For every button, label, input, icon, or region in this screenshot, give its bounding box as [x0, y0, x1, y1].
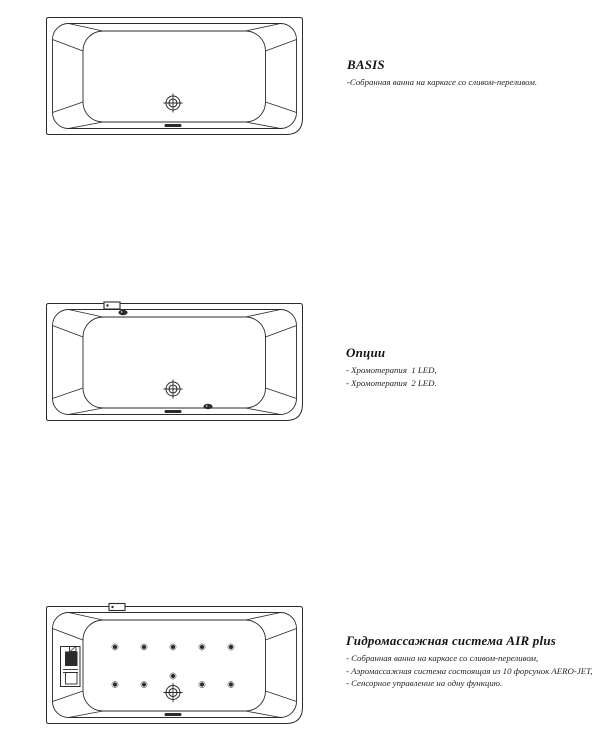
info-block-options	[346, 345, 606, 389]
aero-jet	[142, 682, 146, 686]
corner-slope-line	[69, 613, 104, 621]
aero-jet	[113, 682, 117, 686]
corner-slope-line	[69, 711, 104, 718]
info-block-basis	[347, 57, 607, 89]
aero-jet	[200, 645, 204, 649]
aero-jet	[171, 674, 175, 678]
aero-jet	[200, 682, 204, 686]
aero-jet	[229, 682, 233, 686]
bathtub-top-view	[38, 11, 308, 137]
corner-slope-line	[266, 326, 297, 338]
section-title: Опции	[346, 345, 386, 360]
tub-rim	[53, 613, 297, 718]
blower-motor	[65, 652, 78, 667]
led-highlight	[206, 405, 207, 406]
overflow-slot	[165, 713, 182, 716]
corner-slope-line	[69, 24, 104, 32]
corner-slope-line	[246, 122, 281, 129]
corner-slope-line	[53, 629, 84, 641]
blower-base	[66, 673, 78, 685]
corner-slope-line	[53, 102, 84, 113]
tub-outer-edge	[47, 304, 303, 421]
overflow-slot	[165, 124, 182, 127]
info-block-air-plus	[346, 633, 606, 690]
feature-line: - Хромотерапия 1 LED,	[346, 365, 437, 375]
led-highlight	[121, 311, 122, 312]
corner-slope-line	[246, 310, 281, 318]
tub-outer-edge	[47, 18, 303, 135]
section-title: Гидромассажная система AIR plus	[346, 633, 557, 648]
corner-slope-line	[266, 691, 297, 702]
corner-slope-line	[53, 326, 84, 338]
corner-slope-line	[266, 629, 297, 641]
corner-slope-line	[53, 40, 84, 52]
corner-slope-line	[266, 102, 297, 113]
corner-slope-line	[266, 388, 297, 399]
control-button-dot	[111, 606, 113, 608]
tub-rim	[53, 310, 297, 415]
bathtub-top-view	[38, 297, 308, 423]
overflow-slot	[165, 410, 182, 413]
corner-slope-line	[246, 408, 281, 415]
feature-line: - Хромотерапия 2 LED.	[346, 377, 437, 388]
corner-slope-line	[246, 613, 281, 621]
tub-basin	[83, 620, 266, 711]
bathtub-diagram-options	[38, 297, 308, 423]
tub-rim	[53, 24, 297, 129]
aero-jet	[113, 645, 117, 649]
tub-basin	[83, 317, 266, 408]
bathtub-diagram-air-plus	[38, 600, 308, 726]
control-button-dot	[106, 304, 108, 306]
corner-slope-line	[53, 691, 84, 702]
feature-line: - Аэромассажная система состоящая из 10 форсунок AERO-JET,	[346, 665, 593, 676]
corner-slope-line	[69, 310, 104, 318]
bathtub-diagram-basis	[38, 11, 308, 137]
feature-line: -Собранная ванна на каркасе со сливом-переливом.	[347, 77, 538, 87]
corner-slope-line	[53, 388, 84, 399]
tub-basin	[83, 31, 266, 122]
corner-slope-line	[69, 408, 104, 415]
feature-line: - Сенсорное управление на одну функцию.	[346, 678, 503, 688]
corner-slope-line	[69, 122, 104, 129]
tub-outer-edge	[47, 607, 303, 724]
aero-jet	[171, 645, 175, 649]
aero-jet	[229, 645, 233, 649]
chromotherapy-led	[203, 404, 212, 409]
corner-slope-line	[246, 24, 281, 32]
corner-slope-line	[266, 40, 297, 52]
feature-line: - Собранная ванна на каркасе со сливом-переливом,	[346, 653, 539, 663]
chromotherapy-led	[118, 310, 127, 315]
bathtub-top-view	[38, 600, 308, 726]
corner-slope-line	[246, 711, 281, 718]
blower-cap-line	[71, 647, 76, 651]
section-title: BASIS	[347, 57, 385, 72]
aero-jet	[142, 645, 146, 649]
